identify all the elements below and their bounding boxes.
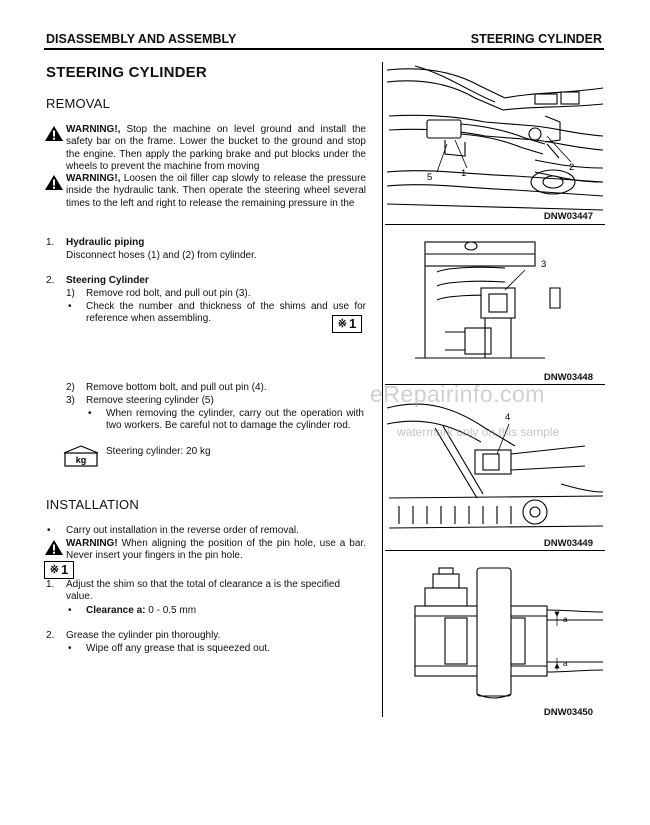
- weight-kg-icon: [62, 442, 100, 468]
- callout-4: 4: [505, 412, 511, 423]
- bullet: •: [47, 525, 51, 536]
- header-component-title: STEERING CYLINDER: [470, 32, 602, 46]
- bullet-text: Wipe off any grease that is squeezed out.: [86, 643, 270, 654]
- figure-dnw03450: [385, 566, 605, 721]
- weight-text: Steering cylinder: 20 kg: [106, 446, 211, 457]
- warning-text: Loosen the oil filler cap slowly to release the pressure inside the hydraulic tank. Then operate the steering wheel several times to the left and right to release the remaining pressure in the: [66, 173, 366, 209]
- warning-block-1: [44, 124, 366, 173]
- figure-caption: DNW03448: [543, 372, 593, 383]
- clearance-label-a: a: [563, 615, 568, 624]
- figure-caption: DNW03450: [543, 707, 593, 718]
- reference-number: 1: [348, 316, 357, 331]
- step-number: 2.: [46, 275, 55, 286]
- reference-number: 1: [60, 562, 69, 577]
- callout-3: 3: [541, 259, 547, 270]
- watermark-brand: eRepairinfo.com: [370, 381, 545, 407]
- removal-heading: REMOVAL: [46, 96, 111, 111]
- warning-text: When aligning the position of the pin hole, use a bar. Never insert your fingers in the pin hole.: [66, 538, 366, 562]
- figure-dnw03448: [385, 232, 605, 382]
- step-number: 2.: [46, 630, 55, 641]
- figure-separator: [385, 224, 605, 225]
- step-title-hydraulic-piping: Hydraulic piping: [66, 237, 145, 248]
- warning-block-3: [44, 538, 366, 563]
- step-text: Disconnect hoses (1) and (2) from cylinder.: [66, 250, 257, 261]
- warning-label: WARNING!,: [66, 173, 121, 184]
- warning-block-2: [44, 173, 366, 210]
- warning-triangle-icon: [44, 125, 64, 142]
- callout-1: 1: [461, 168, 467, 179]
- reference-symbol: ※: [49, 564, 59, 576]
- warning-triangle-icon: [44, 539, 64, 556]
- hose-disconnect-illustration: [385, 64, 605, 212]
- weight-icon-label: kg: [75, 455, 87, 465]
- step-number: 1.: [46, 237, 55, 248]
- figure-caption: DNW03449: [543, 538, 593, 549]
- step-text: Adjust the shim so that the total of clearance a is the specified value.: [66, 579, 341, 603]
- installation-heading: INSTALLATION: [46, 497, 139, 512]
- step-title-steering-cylinder: Steering Cylinder: [66, 275, 149, 286]
- substep-number: 2): [66, 382, 75, 393]
- watermark-note: watermark only on this sample: [397, 425, 560, 439]
- bottom-pin-illustration: [385, 388, 605, 536]
- reference-mark: [44, 561, 74, 579]
- substep-number: 1): [66, 288, 75, 299]
- bullet-text: Check the number and thickness of the shims and use for reference when assembling.: [86, 301, 366, 325]
- clearance-label: Clearance a:: [86, 605, 146, 616]
- reference-symbol: ※: [337, 318, 347, 330]
- figure-separator: [385, 550, 605, 551]
- bullet: •: [88, 408, 92, 419]
- substep-text: Remove steering cylinder (5): [86, 395, 214, 406]
- bullet-text: When removing the cylinder, carry out the operation with two workers. Be careful not to damage the cylinder rod.: [106, 408, 364, 432]
- clearance-value: 0 - 0.5 mm: [145, 605, 197, 616]
- clearance-spec: [86, 605, 196, 617]
- figure-caption: DNW03447: [543, 211, 593, 222]
- page-header: [44, 32, 604, 50]
- warning-text: Stop the machine on level ground and install the safety bar on the frame. Lower the bucket to the ground and stop the engine. Then apply the parking brake and put blocks under the wheels to prevent the machine from moving: [66, 124, 366, 172]
- bullet-text: Carry out installation in the reverse order of removal.: [66, 525, 299, 536]
- substep-text: Remove bottom bolt, and pull out pin (4).: [86, 382, 267, 393]
- figure-dnw03447: [385, 64, 605, 222]
- step-text: Grease the cylinder pin thoroughly.: [66, 630, 221, 641]
- bullet: •: [68, 605, 72, 616]
- callout-2: 2: [569, 162, 575, 173]
- warning-triangle-icon: [44, 174, 64, 191]
- header-section-title: DISASSEMBLY AND ASSEMBLY: [46, 32, 237, 46]
- substep-text: Remove rod bolt, and pull out pin (3).: [86, 288, 251, 299]
- rod-pin-illustration: [385, 232, 605, 372]
- bullet: •: [68, 301, 72, 312]
- substep-number: 3): [66, 395, 75, 406]
- step-number: 1.: [46, 579, 55, 590]
- warning-label: WARNING!: [66, 538, 118, 549]
- bullet: •: [68, 643, 72, 654]
- reference-mark: [332, 315, 362, 333]
- clearance-label-a: a: [563, 659, 568, 668]
- callout-5: 5: [427, 172, 433, 183]
- warning-label: WARNING!,: [66, 124, 121, 135]
- clearance-section-illustration: [385, 566, 605, 701]
- page-title: STEERING CYLINDER: [46, 64, 207, 81]
- figure-dnw03449: [385, 388, 605, 548]
